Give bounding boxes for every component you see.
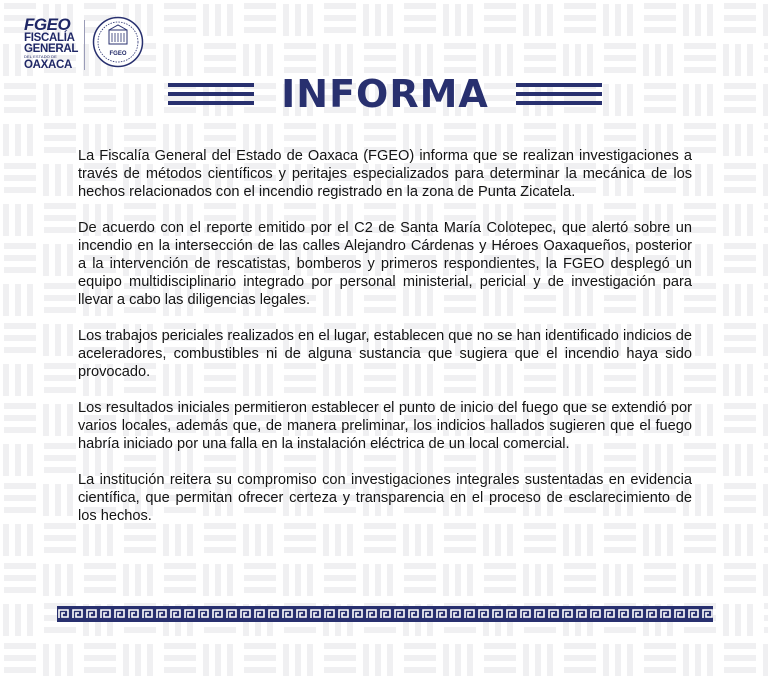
seal-label: FGEO — [109, 51, 127, 57]
title-banner — [168, 72, 602, 118]
statement-body — [78, 147, 692, 543]
title-stripes-right — [516, 83, 602, 110]
paragraph-3: Los trabajos periciales realizados en el lugar, establecen que no se han identificado indicios de aceleradores, combustibles ni de alguna sustancia que sugiera que el incendio haya sido provocado. — [78, 328, 692, 380]
paragraph-2: De acuerdo con el reporte emitido por el C2 de Santa María Colotepec, que alertó sobre un incendio en la intersección de las calles Alejandro Cárdenas y Héroes Oaxaqueños, posterior a la intervención de rescatistas, bomberos y primeros respondientes, la FGEO desplegó un equipo multidisciplinario integrado por personal ministerial, pericial y de investigación para llevar a cabo las diligencias legales. — [78, 220, 692, 308]
fgeo-logo — [24, 16, 84, 71]
logo-line-fiscalia: FISCALÍA — [24, 32, 75, 44]
greca-border — [57, 606, 713, 622]
header-logos — [24, 16, 146, 74]
state-seal-icon — [92, 16, 144, 68]
paragraph-5: La institución reitera su compromiso con investigaciones integrales sustentadas en evidencia científica, que permitan ofrecer certeza y transparencia en el proceso de esclarecimiento de los hechos. — [78, 472, 692, 524]
logo-divider — [84, 20, 85, 70]
paragraph-4: Los resultados iniciales permitieron establecer el punto de inicio del fuego que se extendió por varios locales, además que, de manera preliminar, los indicios hallados sugieren que el fuego habría iniciado por una falla en la instalación eléctrica de un local comercial. — [78, 400, 692, 452]
paragraph-1: La Fiscalía General del Estado de Oaxaca (FGEO) informa que se realizan investigaciones a través de métodos científicos y peritajes especializados para determinar la mecánica de los hechos relacionados con el incendio registrado en la zona de Punta Zicatela. — [78, 148, 692, 200]
logo-line-del-estado: DEL ESTADO DE — [24, 54, 57, 59]
logo-mark: FGEO — [24, 15, 71, 34]
page-title: INFORMA — [281, 72, 489, 116]
title-stripes-left — [168, 83, 254, 110]
logo-line-oaxaca: OAXACA — [24, 59, 73, 71]
logo-line-general: GENERAL — [24, 42, 79, 55]
